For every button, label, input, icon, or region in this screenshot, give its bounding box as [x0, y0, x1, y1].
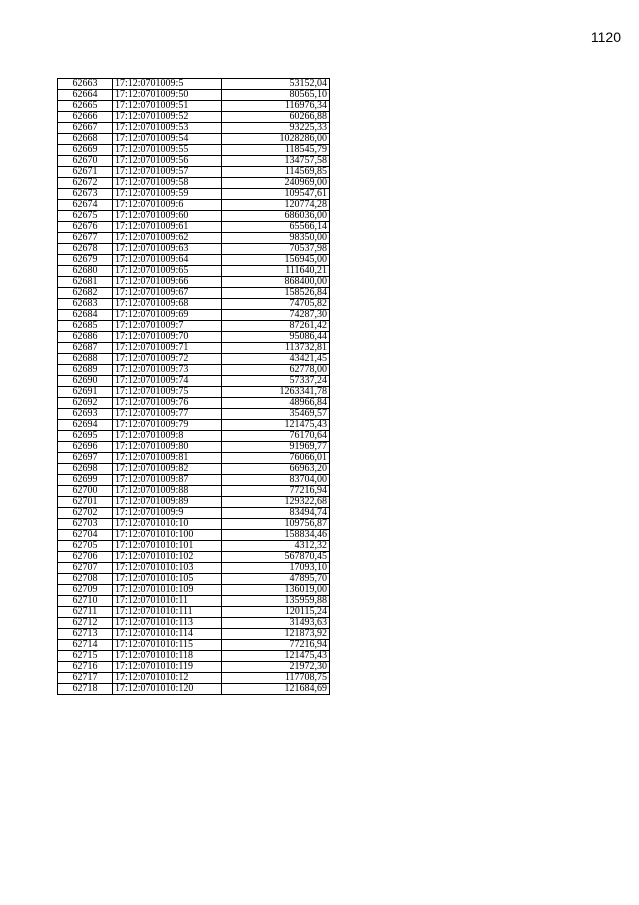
value-cell: 116976,34 [222, 101, 330, 112]
cadastral-number-cell: 17:12:0701010:118 [113, 651, 222, 662]
table-row [58, 178, 330, 189]
value-cell: 76170,64 [222, 431, 330, 442]
value-cell: 74705,82 [222, 299, 330, 310]
value-cell: 158526,84 [222, 288, 330, 299]
value-cell: 91969,77 [222, 442, 330, 453]
cadastral-number-cell: 17:12:0701009:75 [113, 387, 222, 398]
cadastral-number-cell: 17:12:0701009:70 [113, 332, 222, 343]
table-row [58, 233, 330, 244]
row-number-cell: 62664 [58, 90, 113, 101]
row-number-cell: 62668 [58, 134, 113, 145]
table-row [58, 123, 330, 134]
value-cell: 567870,45 [222, 552, 330, 563]
cadastral-number-cell: 17:12:0701009:65 [113, 266, 222, 277]
table-row [58, 288, 330, 299]
row-number-cell: 62697 [58, 453, 113, 464]
value-cell: 111640,21 [222, 266, 330, 277]
table-row [58, 420, 330, 431]
row-number-cell: 62689 [58, 365, 113, 376]
registry-table [57, 78, 330, 695]
row-number-cell: 62695 [58, 431, 113, 442]
table-row [58, 310, 330, 321]
value-cell: 83704,00 [222, 475, 330, 486]
row-number-cell: 62705 [58, 541, 113, 552]
cadastral-number-cell: 17:12:0701009:8 [113, 431, 222, 442]
row-number-cell: 62686 [58, 332, 113, 343]
table-row [58, 475, 330, 486]
value-cell: 109756,87 [222, 519, 330, 530]
row-number-cell: 62678 [58, 244, 113, 255]
value-cell: 60266,88 [222, 112, 330, 123]
table-row [58, 387, 330, 398]
row-number-cell: 62706 [58, 552, 113, 563]
table-row [58, 684, 330, 695]
value-cell: 121475,43 [222, 651, 330, 662]
table-row [58, 409, 330, 420]
value-cell: 65566,14 [222, 222, 330, 233]
row-number-cell: 62663 [58, 79, 113, 90]
cadastral-number-cell: 17:12:0701010:119 [113, 662, 222, 673]
value-cell: 98350,00 [222, 233, 330, 244]
row-number-cell: 62698 [58, 464, 113, 475]
row-number-cell: 62690 [58, 376, 113, 387]
row-number-cell: 62674 [58, 200, 113, 211]
value-cell: 121684,69 [222, 684, 330, 695]
cadastral-number-cell: 17:12:0701009:76 [113, 398, 222, 409]
value-cell: 31493,63 [222, 618, 330, 629]
value-cell: 87261,42 [222, 321, 330, 332]
table-row [58, 112, 330, 123]
cadastral-number-cell: 17:12:0701010:103 [113, 563, 222, 574]
value-cell: 77216,94 [222, 486, 330, 497]
row-number-cell: 62667 [58, 123, 113, 134]
cadastral-number-cell: 17:12:0701009:9 [113, 508, 222, 519]
cadastral-number-cell: 17:12:0701009:64 [113, 255, 222, 266]
cadastral-number-cell: 17:12:0701009:89 [113, 497, 222, 508]
table-row [58, 145, 330, 156]
table-row [58, 530, 330, 541]
value-cell: 4312,32 [222, 541, 330, 552]
table-row [58, 640, 330, 651]
value-cell: 83494,74 [222, 508, 330, 519]
row-number-cell: 62670 [58, 156, 113, 167]
table-row [58, 607, 330, 618]
row-number-cell: 62666 [58, 112, 113, 123]
cadastral-number-cell: 17:12:0701010:11 [113, 596, 222, 607]
value-cell: 114569,85 [222, 167, 330, 178]
table-row [58, 464, 330, 475]
table-row [58, 189, 330, 200]
value-cell: 48966,84 [222, 398, 330, 409]
value-cell: 17093,10 [222, 563, 330, 574]
cadastral-number-cell: 17:12:0701009:73 [113, 365, 222, 376]
cadastral-number-cell: 17:12:0701010:12 [113, 673, 222, 684]
row-number-cell: 62683 [58, 299, 113, 310]
value-cell: 77216,94 [222, 640, 330, 651]
table-row [58, 431, 330, 442]
cadastral-number-cell: 17:12:0701010:120 [113, 684, 222, 695]
value-cell: 121475,43 [222, 420, 330, 431]
table-row [58, 222, 330, 233]
cadastral-number-cell: 17:12:0701009:66 [113, 277, 222, 288]
row-number-cell: 62691 [58, 387, 113, 398]
table-row [58, 629, 330, 640]
row-number-cell: 62700 [58, 486, 113, 497]
row-number-cell: 62692 [58, 398, 113, 409]
value-cell: 129322,68 [222, 497, 330, 508]
table-row [58, 255, 330, 266]
table-row [58, 596, 330, 607]
table-row [58, 244, 330, 255]
table-row [58, 156, 330, 167]
row-number-cell: 62694 [58, 420, 113, 431]
row-number-cell: 62715 [58, 651, 113, 662]
value-cell: 93225,33 [222, 123, 330, 134]
value-cell: 76066,01 [222, 453, 330, 464]
value-cell: 120774,28 [222, 200, 330, 211]
table-row [58, 398, 330, 409]
table-row [58, 79, 330, 90]
cadastral-number-cell: 17:12:0701009:79 [113, 420, 222, 431]
cadastral-number-cell: 17:12:0701009:56 [113, 156, 222, 167]
cadastral-number-cell: 17:12:0701009:62 [113, 233, 222, 244]
row-number-cell: 62665 [58, 101, 113, 112]
value-cell: 43421,45 [222, 354, 330, 365]
table-row [58, 167, 330, 178]
row-number-cell: 62707 [58, 563, 113, 574]
row-number-cell: 62672 [58, 178, 113, 189]
table-row [58, 299, 330, 310]
cadastral-number-cell: 17:12:0701010:114 [113, 629, 222, 640]
row-number-cell: 62684 [58, 310, 113, 321]
row-number-cell: 62716 [58, 662, 113, 673]
row-number-cell: 62701 [58, 497, 113, 508]
row-number-cell: 62708 [58, 574, 113, 585]
row-number-cell: 62712 [58, 618, 113, 629]
cadastral-number-cell: 17:12:0701010:101 [113, 541, 222, 552]
cadastral-number-cell: 17:12:0701010:111 [113, 607, 222, 618]
cadastral-number-cell: 17:12:0701009:7 [113, 321, 222, 332]
value-cell: 109547,61 [222, 189, 330, 200]
cadastral-number-cell: 17:12:0701009:72 [113, 354, 222, 365]
value-cell: 1263341,78 [222, 387, 330, 398]
value-cell: 120115,24 [222, 607, 330, 618]
table-row [58, 563, 330, 574]
cadastral-number-cell: 17:12:0701009:63 [113, 244, 222, 255]
row-number-cell: 62709 [58, 585, 113, 596]
row-number-cell: 62699 [58, 475, 113, 486]
cadastral-number-cell: 17:12:0701010:115 [113, 640, 222, 651]
value-cell: 62778,00 [222, 365, 330, 376]
cadastral-number-cell: 17:12:0701010:100 [113, 530, 222, 541]
value-cell: 95086,44 [222, 332, 330, 343]
table-row [58, 618, 330, 629]
cadastral-number-cell: 17:12:0701010:10 [113, 519, 222, 530]
cadastral-number-cell: 17:12:0701009:6 [113, 200, 222, 211]
table-row [58, 486, 330, 497]
value-cell: 117708,75 [222, 673, 330, 684]
page-number: 1120 [590, 29, 621, 45]
registry-table-body [58, 79, 330, 695]
value-cell: 70537,98 [222, 244, 330, 255]
table-row [58, 662, 330, 673]
value-cell: 240969,00 [222, 178, 330, 189]
cadastral-number-cell: 17:12:0701009:82 [113, 464, 222, 475]
cadastral-number-cell: 17:12:0701009:71 [113, 343, 222, 354]
cadastral-number-cell: 17:12:0701009:58 [113, 178, 222, 189]
value-cell: 156945,00 [222, 255, 330, 266]
cadastral-number-cell: 17:12:0701009:54 [113, 134, 222, 145]
value-cell: 136019,00 [222, 585, 330, 596]
table-row [58, 376, 330, 387]
cadastral-number-cell: 17:12:0701009:68 [113, 299, 222, 310]
table-row [58, 508, 330, 519]
value-cell: 53152,04 [222, 79, 330, 90]
row-number-cell: 62693 [58, 409, 113, 420]
table-row [58, 574, 330, 585]
table-row [58, 90, 330, 101]
table-row [58, 453, 330, 464]
table-row [58, 211, 330, 222]
row-number-cell: 62677 [58, 233, 113, 244]
value-cell: 134757,58 [222, 156, 330, 167]
row-number-cell: 62703 [58, 519, 113, 530]
cadastral-number-cell: 17:12:0701009:50 [113, 90, 222, 101]
table-row [58, 541, 330, 552]
cadastral-number-cell: 17:12:0701009:57 [113, 167, 222, 178]
row-number-cell: 62688 [58, 354, 113, 365]
row-number-cell: 62711 [58, 607, 113, 618]
table-row [58, 134, 330, 145]
value-cell: 158834,46 [222, 530, 330, 541]
value-cell: 21972,30 [222, 662, 330, 673]
row-number-cell: 62675 [58, 211, 113, 222]
row-number-cell: 62702 [58, 508, 113, 519]
row-number-cell: 62714 [58, 640, 113, 651]
value-cell: 47895,70 [222, 574, 330, 585]
cadastral-number-cell: 17:12:0701010:113 [113, 618, 222, 629]
table-row [58, 321, 330, 332]
cadastral-number-cell: 17:12:0701009:51 [113, 101, 222, 112]
value-cell: 80565,10 [222, 90, 330, 101]
cadastral-number-cell: 17:12:0701009:61 [113, 222, 222, 233]
cadastral-number-cell: 17:12:0701009:53 [113, 123, 222, 134]
table-row [58, 585, 330, 596]
row-number-cell: 62710 [58, 596, 113, 607]
table-row [58, 519, 330, 530]
table-row [58, 200, 330, 211]
row-number-cell: 62685 [58, 321, 113, 332]
value-cell: 686036,00 [222, 211, 330, 222]
table-row [58, 651, 330, 662]
table-row [58, 497, 330, 508]
row-number-cell: 62676 [58, 222, 113, 233]
cadastral-number-cell: 17:12:0701009:74 [113, 376, 222, 387]
value-cell: 121873,92 [222, 629, 330, 640]
table-row [58, 552, 330, 563]
value-cell: 57337,24 [222, 376, 330, 387]
table-row [58, 343, 330, 354]
row-number-cell: 62704 [58, 530, 113, 541]
table-row [58, 354, 330, 365]
value-cell: 1028286,00 [222, 134, 330, 145]
cadastral-number-cell: 17:12:0701009:87 [113, 475, 222, 486]
value-cell: 868400,00 [222, 277, 330, 288]
cadastral-number-cell: 17:12:0701009:55 [113, 145, 222, 156]
cadastral-number-cell: 17:12:0701009:77 [113, 409, 222, 420]
row-number-cell: 62718 [58, 684, 113, 695]
table-row [58, 266, 330, 277]
row-number-cell: 62669 [58, 145, 113, 156]
value-cell: 113732,81 [222, 343, 330, 354]
row-number-cell: 62681 [58, 277, 113, 288]
row-number-cell: 62671 [58, 167, 113, 178]
value-cell: 66963,20 [222, 464, 330, 475]
cadastral-number-cell: 17:12:0701009:80 [113, 442, 222, 453]
cadastral-number-cell: 17:12:0701009:5 [113, 79, 222, 90]
table-row [58, 365, 330, 376]
row-number-cell: 62673 [58, 189, 113, 200]
value-cell: 135959,88 [222, 596, 330, 607]
row-number-cell: 62717 [58, 673, 113, 684]
table-row [58, 277, 330, 288]
row-number-cell: 62682 [58, 288, 113, 299]
row-number-cell: 62713 [58, 629, 113, 640]
cadastral-number-cell: 17:12:0701009:81 [113, 453, 222, 464]
row-number-cell: 62696 [58, 442, 113, 453]
cadastral-number-cell: 17:12:0701009:67 [113, 288, 222, 299]
cadastral-number-cell: 17:12:0701009:60 [113, 211, 222, 222]
row-number-cell: 62687 [58, 343, 113, 354]
table-row [58, 673, 330, 684]
cadastral-number-cell: 17:12:0701009:88 [113, 486, 222, 497]
value-cell: 35469,57 [222, 409, 330, 420]
cadastral-number-cell: 17:12:0701009:69 [113, 310, 222, 321]
cadastral-number-cell: 17:12:0701010:105 [113, 574, 222, 585]
table-row [58, 332, 330, 343]
row-number-cell: 62680 [58, 266, 113, 277]
table-row [58, 101, 330, 112]
value-cell: 118545,79 [222, 145, 330, 156]
cadastral-number-cell: 17:12:0701009:52 [113, 112, 222, 123]
value-cell: 74287,30 [222, 310, 330, 321]
cadastral-number-cell: 17:12:0701010:102 [113, 552, 222, 563]
cadastral-number-cell: 17:12:0701009:59 [113, 189, 222, 200]
cadastral-number-cell: 17:12:0701010:109 [113, 585, 222, 596]
table-row [58, 442, 330, 453]
row-number-cell: 62679 [58, 255, 113, 266]
